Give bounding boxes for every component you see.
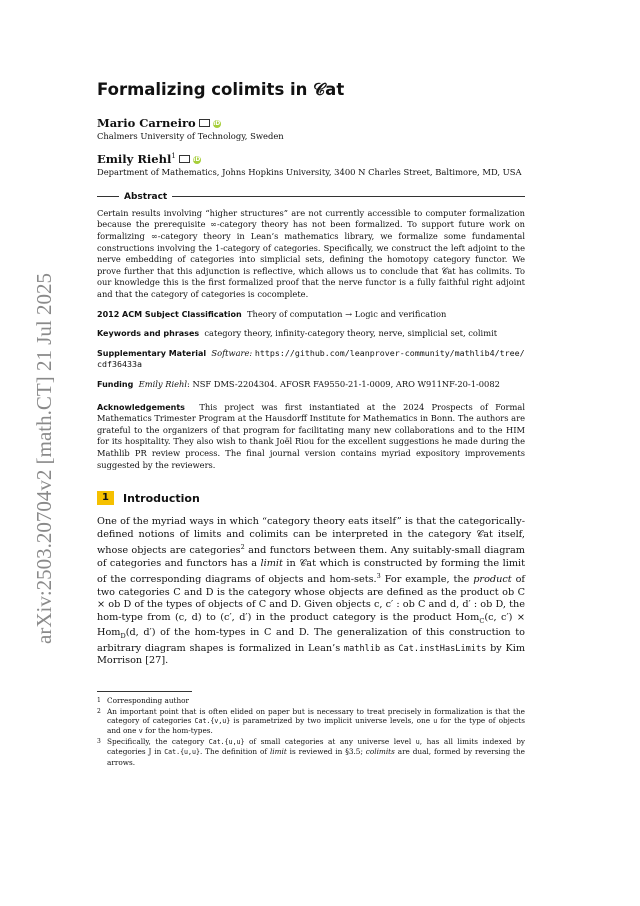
supplementary-label: Supplementary Material bbox=[97, 348, 207, 358]
paper-page bbox=[97, 80, 525, 768]
keywords-label: Keywords and phrases bbox=[97, 329, 200, 339]
footnotes bbox=[97, 696, 525, 766]
footnote-1 bbox=[97, 696, 525, 705]
funding-label: Funding bbox=[97, 379, 134, 389]
funding-name: Emily Riehl bbox=[138, 378, 188, 389]
footnote-run: Corresponding author bbox=[107, 696, 190, 706]
author-2-footnote-mark: 1 bbox=[171, 152, 176, 160]
footnote-run: of small categories at any universe level bbox=[244, 737, 416, 747]
intro-text: One of the myriad ways in which “category theory eats itself” is that the categorically-defined notions of limits and colimits can be interpreted in the category 𝒞at itself, whose objects are categories bbox=[97, 516, 525, 557]
footnote-text bbox=[107, 707, 525, 737]
intro-text: and functors between them. Any suitably-small diagram of categories and functors has a bbox=[97, 545, 525, 569]
footnote-run: , has all limits indexed by categories J in bbox=[107, 737, 526, 757]
footnote-text bbox=[107, 737, 525, 767]
footnote-run: An important point that is often elided on paper but is necessary to treat precisely in formalization is that the category of categories bbox=[107, 706, 525, 725]
footnote-code: u bbox=[433, 716, 438, 725]
footnote-code: v bbox=[138, 727, 143, 736]
funding-text: : NSF DMS-2204304. AFOSR FA9550-21-1-0009, ARO W911NF-20-1-0082 bbox=[187, 378, 500, 389]
acknowledgements bbox=[97, 402, 525, 472]
footnote-code: Cat.{u,u} bbox=[164, 748, 200, 757]
footnote-code: Cat.{u,u} bbox=[208, 738, 245, 747]
email-icon[interactable] bbox=[199, 119, 210, 127]
author-2 bbox=[97, 149, 525, 167]
acm-classification bbox=[97, 309, 525, 321]
abstract-heading bbox=[97, 192, 525, 202]
footnote-run: colimits bbox=[365, 747, 395, 757]
supplementary-material bbox=[97, 348, 525, 371]
author-2-affiliation: Department of Mathematics, Johns Hopkins University, 3400 N Charles Street, Baltimore, MD, USA bbox=[97, 166, 522, 177]
intro-code: Cat.instHasLimits bbox=[398, 643, 487, 654]
intro-subscript: C bbox=[479, 616, 485, 625]
paper-title: Formalizing colimits in 𝒞at bbox=[97, 80, 345, 99]
author-1 bbox=[97, 116, 525, 131]
intro-text: (d, d′) of the hom-types in C and D. The generalization of this construction to arbitrary diagram shapes is formalized in Lean’s bbox=[97, 627, 525, 654]
email-icon[interactable] bbox=[179, 155, 190, 163]
footnote-run: for the hom-types. bbox=[142, 726, 213, 736]
footnote-code: Cat.{v,u} bbox=[194, 716, 231, 725]
section-heading bbox=[97, 491, 525, 505]
acm-label: 2012 ACM Subject Classification bbox=[97, 309, 242, 319]
software-label: Software: bbox=[211, 347, 253, 358]
author-2-name: Emily Riehl bbox=[97, 151, 172, 166]
footnote-ref-2[interactable]: 2 bbox=[240, 543, 245, 552]
footnote-run: . The definition of bbox=[199, 747, 270, 757]
intro-subscript: D bbox=[120, 632, 126, 641]
intro-paragraph bbox=[97, 516, 525, 667]
abstract-label: Abstract bbox=[124, 191, 168, 202]
footnote-run: for the type of objects and one bbox=[107, 715, 525, 736]
keywords-text: category theory, infinity-category theory, nerve, simplicial set, colimit bbox=[204, 328, 498, 339]
intro-emph: limit bbox=[260, 557, 283, 569]
intro-text: in 𝒞at which is constructed by forming the limit of the corresponding diagrams of objects and hom-sets. bbox=[97, 557, 525, 586]
arxiv-watermark bbox=[14, 258, 74, 658]
abstract-text: Certain results involving “higher structures” are not currently accessible to computer formalization because the prerequisite ∞-category theory has not been formalized. To support future work on formalizing ∞-category theory in Lean’s mathematics library, we formalize some fundamental constructions involving the 1-category of categories. Specifically, we construct the left adjoint to the nerve embedding of categories into simplicial sets, defining the homotopy category functor. We prove further that this adjunction is reflective, which allows us to conclude that 𝒞at has colimits. To our knowledge this is the first formalized proof that the nerve functor is a fully faithful right adjoint and that the category of categories is cocomplete. bbox=[97, 207, 525, 299]
intro-code: mathlib bbox=[343, 643, 381, 654]
footnote-text bbox=[107, 696, 525, 705]
author-block bbox=[97, 116, 525, 178]
footnote-run: limit bbox=[269, 747, 287, 757]
footnote-mark: 1 bbox=[97, 697, 101, 705]
footnote-code: u bbox=[415, 738, 420, 747]
section-title: Introduction bbox=[123, 491, 200, 505]
footnote-run: is parametrized by two implicit universe levels, one bbox=[230, 715, 434, 725]
footnote-rule bbox=[97, 691, 192, 692]
intro-text: of two categories C and D is the category whose objects are defined as the product ob C × ob D of the types of objects of C and D. Given objects c, c′ : ob C and d, d′ : ob D, the hom-type from (c, d) to (c′, d′) in the product category is the product Hom bbox=[97, 574, 526, 623]
acknowledgements-text: This project was first instantiated at the 2024 Prospects of Formal Mathematics Trimester Program at the Hausdorff Institute for Mathematics in Bonn. The authors are grateful to the organizers of that program for facilitating many new collaborations and to the HIM for its hospitality. They also wish to thank Joël Riou for the excellent suggestions he made during the Mathlib PR review process. The final journal version contains myriad expository improvements suggested by the reviewers. bbox=[97, 401, 525, 470]
author-1-name: Mario Carneiro bbox=[97, 116, 196, 130]
author-1-affiliation: Chalmers University of Technology, Sweden bbox=[97, 131, 284, 141]
acm-text: Theory of computation → Logic and verification bbox=[246, 308, 447, 319]
footnote-mark: 2 bbox=[97, 707, 101, 715]
acknowledgements-label: Acknowledgements bbox=[97, 402, 185, 412]
software-link-cont[interactable]: cdf36433a bbox=[97, 359, 142, 370]
intro-emph: product bbox=[473, 574, 512, 586]
orcid-icon[interactable]: iD bbox=[213, 120, 221, 127]
intro-text: as bbox=[380, 642, 399, 654]
abstract-rule-left bbox=[97, 196, 119, 197]
orcid-icon[interactable]: iD bbox=[193, 155, 201, 163]
funding bbox=[97, 379, 525, 391]
arxiv-id: arXiv:2503.20704v2 [math.CT] 21 Jul 2025 bbox=[31, 272, 56, 644]
footnote-ref-3[interactable]: 3 bbox=[376, 572, 381, 581]
section-number: 1 bbox=[97, 491, 114, 505]
footnote-mark: 3 bbox=[97, 738, 101, 746]
abstract-rule-right bbox=[172, 196, 525, 197]
intro-text: by Kim Morrison [27]. bbox=[97, 642, 526, 666]
footnote-run: Specifically, the category bbox=[107, 737, 209, 747]
keywords bbox=[97, 328, 525, 340]
intro-text: For example, the bbox=[380, 574, 474, 586]
footnote-run: is reviewed in §3.5; bbox=[286, 747, 366, 757]
footnote-2 bbox=[97, 707, 525, 737]
intro-text: (c, c′) × Hom bbox=[97, 611, 526, 639]
footnote-run: are dual, formed by reversing the arrows. bbox=[107, 747, 525, 767]
software-link[interactable]: https://github.com/leanprover-community/mathlib4/tree/ bbox=[254, 347, 525, 358]
footnote-3 bbox=[97, 737, 525, 767]
